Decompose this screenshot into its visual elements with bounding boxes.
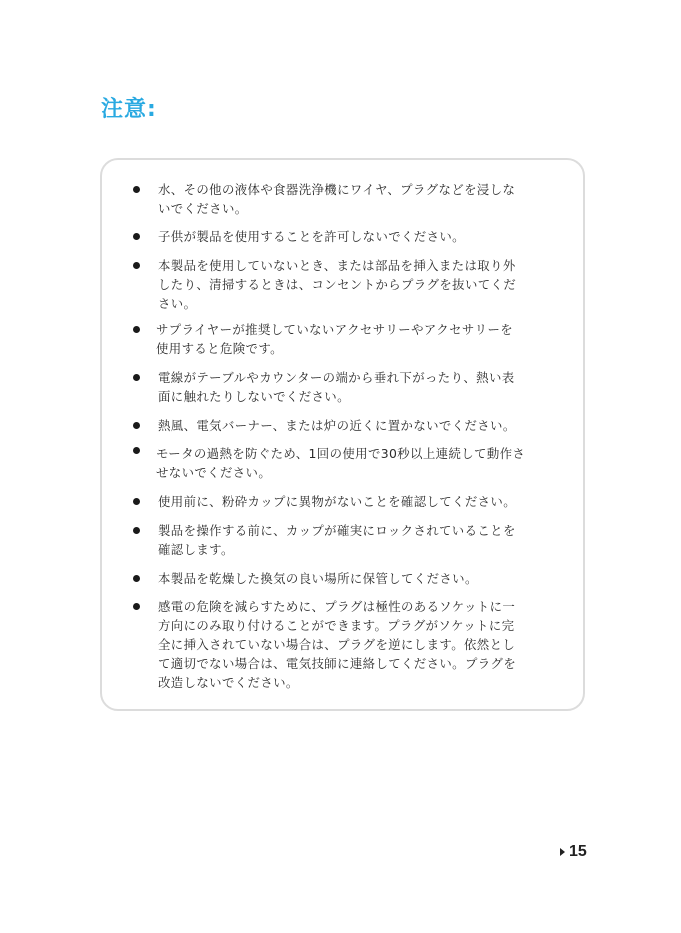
page-number [560, 842, 587, 862]
list-item-text: 本製品を乾燥した換気の良い場所に保管してください。 [158, 571, 478, 586]
caution-box [100, 158, 585, 711]
bullet-icon [133, 422, 140, 429]
list-item-text: モータの過熱を防ぐため、1回の使用で30秒以上連続して動作さ せないでください。 [156, 446, 526, 480]
page-number-text: 15 [569, 843, 587, 860]
list-item-text: 製品を操作する前に、カップが確実にロックされていることを 確認します。 [158, 523, 516, 557]
list-item-text: 熱風、電気バーナー、または炉の近くに置かないでください。 [158, 418, 516, 433]
list-item-text: 電線がテーブルやカウンターの端から垂れ下がったり、熱い表 面に触れたりしないでください。 [158, 370, 515, 404]
bullet-icon [133, 374, 140, 381]
list-item-text: 本製品を使用していないとき、または部品を挿入または取り外 したり、清掃するときは、コンセントからプラグを抜いてくだ さい。 [158, 258, 517, 311]
list-item-text: サプライヤーが推奨していないアクセサリーやアクセサリーを 使用すると危険です。 [156, 322, 514, 356]
bullet-icon [133, 326, 140, 333]
page-title: 注意: [101, 97, 157, 122]
bullet-icon [133, 447, 140, 454]
bullet-icon [133, 262, 140, 269]
bullet-icon [133, 603, 140, 610]
bullet-icon [133, 186, 140, 193]
list-item-text: 水、その他の液体や食器洗浄機にワイヤ、プラグなどを浸しな いでください。 [158, 182, 516, 216]
bullet-icon [133, 575, 140, 582]
bullet-icon [133, 498, 140, 505]
list-item-text: 子供が製品を使用することを許可しないでください。 [158, 229, 465, 244]
list-item-text: 使用前に、粉砕カップに異物がないことを確認してください。 [158, 494, 517, 509]
bullet-icon [133, 233, 140, 240]
triangle-right-icon [560, 848, 565, 856]
bullet-icon [133, 527, 140, 534]
list-item-text: 感電の危険を減らすために、プラグは極性のあるソケットに一 方向にのみ取り付けることができます。プラグがソケットに完 全に挿入されていない場合は、プラグを逆にします。依然とし て適切でない場合は、電気技師に連絡してください。プラグを 改造しないでください。 [158, 599, 517, 690]
